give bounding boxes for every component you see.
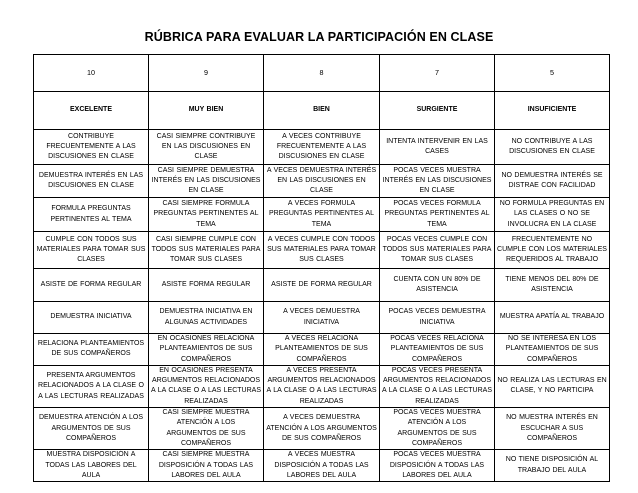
table-cell: A VECES MUESTRA DISPOSICIÓN A TODAS LAS LABORES DEL AULA [264,450,380,482]
table-cell: CASI SIEMPRE FORMULA PREGUNTAS PERTINENTES AL TEMA [149,198,264,232]
table-cell: ASISTE DE FORMA REGULAR [34,269,149,302]
table-row [34,334,610,366]
table-cell: CASI SIEMPRE CUMPLE CON TODOS SUS MATERIALES PARA TOMAR SUS CLASES [149,232,264,269]
score-cell: 9 [149,55,264,92]
table-cell: DEMUESTRA INICIATIVA [34,302,149,334]
table-cell: A VECES FORMULA PREGUNTAS PERTINENTES AL TEMA [264,198,380,232]
table-cell: NO TIENE DISPOSICIÓN AL TRABAJO DEL AULA [495,450,610,482]
table-cell: CUMPLE CON TODOS SUS MATERIALES PARA TOMAR SUS CLASES [34,232,149,269]
table-cell: EN OCASIONES RELACIONA PLANTEAMIENTOS DE SUS COMPAÑEROS [149,334,264,366]
table-cell: FRECUENTEMENTE NO CUMPLE CON LOS MATERIALES REQUERIDOS AL TRABAJO [495,232,610,269]
level-header: INSUFICIENTE [495,92,610,130]
level-header: MUY BIEN [149,92,264,130]
rubric-table [33,54,610,482]
table-cell: POCAS VECES PRESENTA ARGUMENTOS RELACIONADOS A LA CLASE O A LAS LECTURAS REALIZADAS [380,365,495,407]
score-row [34,55,610,92]
table-row [34,450,610,482]
table-cell: DEMUESTRA INICIATIVA EN ALGUNAS ACTIVIDADES [149,302,264,334]
table-cell: NO CONTRIBUYE A LAS DISCUSIONES EN CLASE [495,130,610,165]
table-cell: POCAS VECES RELACIONA PLANTEAMIENTOS DE SUS COMPAÑEROS [380,334,495,366]
table-row [34,408,610,450]
table-cell: A VECES CONTRIBUYE FRECUENTEMENTE A LAS DISCUSIONES EN CLASE [264,130,380,165]
score-cell: 10 [34,55,149,92]
table-cell: POCAS VECES MUESTRA ATENCIÓN A LOS ARGUMENTOS DE SUS COMPAÑEROS [380,408,495,450]
table-cell: NO SE INTERESA EN LOS PLANTEAMIENTOS DE SUS COMPAÑEROS [495,334,610,366]
table-cell: ASISTE DE FORMA REGULAR [264,269,380,302]
table-cell: MUESTRA DISPOSICIÓN A TODAS LAS LABORES DEL AULA [34,450,149,482]
table-cell: NO DEMUESTRA INTERÉS SE DISTRAE CON FACILIDAD [495,165,610,198]
table-cell: POCAS VECES MUESTRA DISPOSICIÓN A TODAS LAS LABORES DEL AULA [380,450,495,482]
table-cell: NO MUESTRA INTERÉS EN ESCUCHAR A SUS COMPAÑEROS [495,408,610,450]
table-cell: A VECES DEMUESTRA INTERÉS EN LAS DISCUSIONES EN CLASE [264,165,380,198]
table-cell: A VECES DEMUESTRA INICIATIVA [264,302,380,334]
level-row [34,92,610,130]
table-row [34,165,610,198]
table-cell: POCAS VECES DEMUESTRA INICIATIVA [380,302,495,334]
table-cell: A VECES PRESENTA ARGUMENTOS RELACIONADOS A LA CLASE O A LAS LECTURAS REALIZADAS [264,365,380,407]
table-cell: RELACIONA PLANTEAMIENTOS DE SUS COMPAÑEROS [34,334,149,366]
table-row [34,365,610,407]
score-cell: 7 [380,55,495,92]
table-row [34,269,610,302]
table-cell: FORMULA PREGUNTAS PERTINENTES AL TEMA [34,198,149,232]
table-cell: DEMUESTRA INTERÉS EN LAS DISCUSIONES EN CLASE [34,165,149,198]
table-cell: A VECES RELACIONA PLANTEAMIENTOS DE SUS COMPAÑEROS [264,334,380,366]
table-cell: TIENE MENOS DEL 80% DE ASISTENCIA [495,269,610,302]
level-header: BIEN [264,92,380,130]
table-cell: NO REALIZA LAS LECTURAS EN CLASE, Y NO PARTICIPA [495,365,610,407]
table-cell: POCAS VECES CUMPLE CON TODOS SUS MATERIALES PARA TOMAR SUS CLASES [380,232,495,269]
table-cell: NO FORMULA PREGUNTAS EN LAS CLASES O NO SE INVOLUCRA EN LA CLASE [495,198,610,232]
table-row [34,232,610,269]
table-cell: ASISTE FORMA REGULAR [149,269,264,302]
table-cell: POCAS VECES MUESTRA INTERÉS EN LAS DISCUSIONES EN CLASE [380,165,495,198]
table-cell: INTENTA INTERVENIR EN LAS CASES [380,130,495,165]
score-cell: 8 [264,55,380,92]
table-cell: CASI SIEMPRE CONTRIBUYE EN LAS DISCUSIONES EN CLASE [149,130,264,165]
table-row [34,130,610,165]
table-cell: CASI SIEMPRE MUESTRA ATENCIÓN A LOS ARGUMENTOS DE SUS COMPAÑEROS [149,408,264,450]
table-row [34,198,610,232]
table-cell: EN OCASIONES PRESENTA ARGUMENTOS RELACIONADOS A LA CLASE O A LAS LECTURAS REALIZADAS [149,365,264,407]
table-row [34,302,610,334]
table-cell: POCAS VECES FORMULA PREGUNTAS PERTINENTES AL TEMA [380,198,495,232]
table-cell: MUESTRA APATÍA AL TRABAJO [495,302,610,334]
level-header: EXCELENTE [34,92,149,130]
table-cell: A VECES CUMPLE CON TODOS SUS MATERIALES PARA TOMAR SUS CLASES [264,232,380,269]
score-cell: 5 [495,55,610,92]
table-cell: CASI SIEMPRE DEMUESTRA INTERÉS EN LAS DISCUSIONES EN CLASE [149,165,264,198]
level-header: SURGIENTE [380,92,495,130]
table-cell: PRESENTA ARGUMENTOS RELACIONADOS A LA CLASE O A LAS LECTURAS REALIZADAS [34,365,149,407]
page-title: RÚBRICA PARA EVALUAR LA PARTICIPACIÓN EN CLASE [144,30,494,44]
table-cell: CONTRIBUYE FRECUENTEMENTE A LAS DISCUSIONES EN CLASE [34,130,149,165]
table-cell: CASI SIEMPRE MUESTRA DISPOSICIÓN A TODAS LAS LABORES DEL AULA [149,450,264,482]
table-cell: DEMUESTRA ATENCIÓN A LOS ARGUMENTOS DE SUS COMPAÑEROS [34,408,149,450]
table-cell: CUENTA CON UN 80% DE ASISTENCIA [380,269,495,302]
table-cell: A VECES DEMUESTRA ATENCIÓN A LOS ARGUMENTOS DE SUS COMPAÑEROS [264,408,380,450]
